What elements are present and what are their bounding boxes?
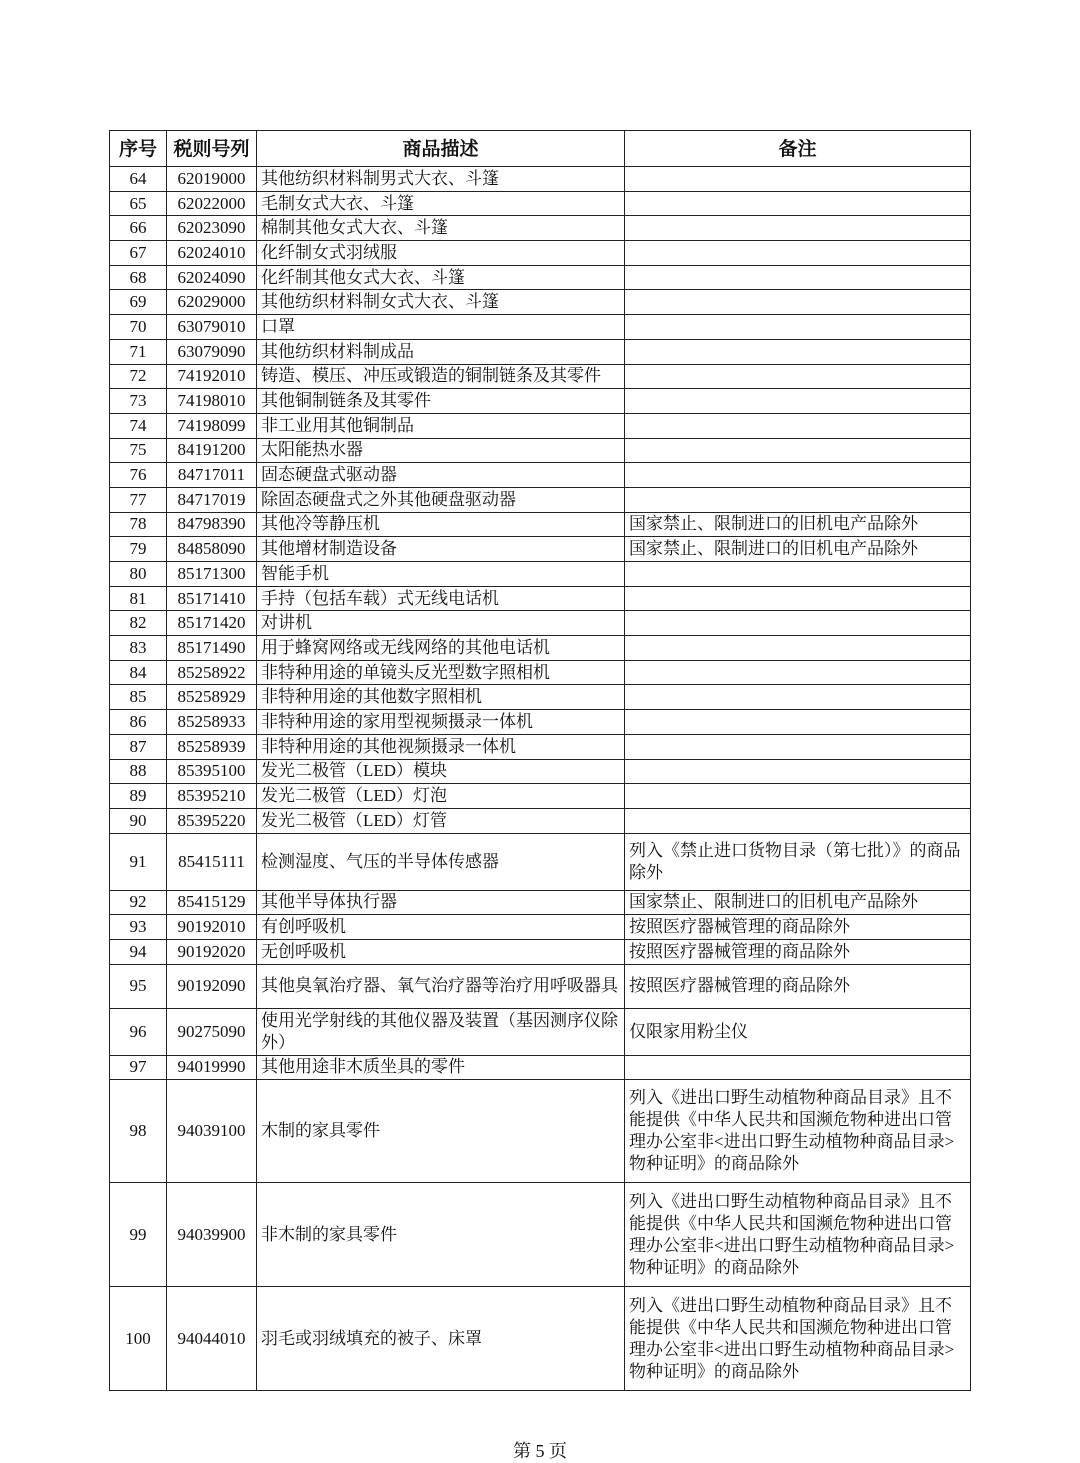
table-row xyxy=(110,1055,971,1080)
tariff-code-cell: 85415129 xyxy=(167,890,257,915)
serial-cell: 75 xyxy=(110,438,167,463)
description-cell: 其他臭氧治疗器、氧气治疗器等治疗用呼吸器具 xyxy=(257,964,625,1008)
remarks-cell: 国家禁止、限制进口的旧机电产品除外 xyxy=(625,537,971,562)
remarks-cell xyxy=(625,808,971,833)
table-row xyxy=(110,413,971,438)
serial-cell: 93 xyxy=(110,915,167,940)
serial-cell: 65 xyxy=(110,191,167,216)
description-cell: 非特种用途的单镜头反光型数字照相机 xyxy=(257,660,625,685)
remarks-cell xyxy=(625,1055,971,1080)
tariff-code-cell: 62024010 xyxy=(167,241,257,266)
table-row xyxy=(110,389,971,414)
remarks-cell xyxy=(625,562,971,587)
description-cell: 非特种用途的其他数字照相机 xyxy=(257,685,625,710)
description-cell: 发光二极管（LED）灯管 xyxy=(257,808,625,833)
serial-cell: 88 xyxy=(110,759,167,784)
serial-cell: 77 xyxy=(110,487,167,512)
remarks-cell xyxy=(625,216,971,241)
table-header-row xyxy=(110,131,971,167)
serial-cell: 67 xyxy=(110,241,167,266)
description-cell: 发光二极管（LED）模块 xyxy=(257,759,625,784)
table-row xyxy=(110,265,971,290)
remarks-cell xyxy=(625,364,971,389)
remarks-cell: 按照医疗器械管理的商品除外 xyxy=(625,964,971,1008)
table-row xyxy=(110,734,971,759)
serial-cell: 71 xyxy=(110,339,167,364)
description-cell: 其他纺织材料制女式大衣、斗篷 xyxy=(257,290,625,315)
tariff-code-cell: 62022000 xyxy=(167,191,257,216)
description-cell: 太阳能热水器 xyxy=(257,438,625,463)
table-row xyxy=(110,685,971,710)
table-row xyxy=(110,438,971,463)
description-cell: 化纤制女式羽绒服 xyxy=(257,241,625,266)
description-cell: 非特种用途的家用型视频摄录一体机 xyxy=(257,710,625,735)
remarks-cell xyxy=(625,784,971,809)
tariff-code-cell: 94044010 xyxy=(167,1287,257,1391)
remarks-cell: 列入《进出口野生动植物种商品目录》且不能提供《中华人民共和国濒危物种进出口管理办公室非<进出口野生动植物种商品目录>物种证明》的商品除外 xyxy=(625,1183,971,1287)
serial-cell: 94 xyxy=(110,939,167,964)
serial-cell: 78 xyxy=(110,512,167,537)
tariff-code-cell: 85258933 xyxy=(167,710,257,735)
tariff-code-cell: 85395210 xyxy=(167,784,257,809)
tariff-code-cell: 90192020 xyxy=(167,939,257,964)
tariff-code-cell: 84798390 xyxy=(167,512,257,537)
tariff-code-cell: 74192010 xyxy=(167,364,257,389)
table-row xyxy=(110,537,971,562)
table-row xyxy=(110,562,971,587)
tariff-code-cell: 94019990 xyxy=(167,1055,257,1080)
serial-cell: 86 xyxy=(110,710,167,735)
table-row xyxy=(110,611,971,636)
description-cell: 其他纺织材料制男式大衣、斗篷 xyxy=(257,167,625,192)
tariff-code-cell: 85171300 xyxy=(167,562,257,587)
table-row xyxy=(110,1008,971,1055)
tariff-code-cell: 84191200 xyxy=(167,438,257,463)
table-row xyxy=(110,339,971,364)
tariff-code-cell: 90275090 xyxy=(167,1008,257,1055)
remarks-cell xyxy=(625,265,971,290)
table-row xyxy=(110,784,971,809)
serial-cell: 68 xyxy=(110,265,167,290)
description-cell: 其他增材制造设备 xyxy=(257,537,625,562)
serial-cell: 66 xyxy=(110,216,167,241)
table-row xyxy=(110,710,971,735)
table-row xyxy=(110,290,971,315)
remarks-cell: 仅限家用粉尘仪 xyxy=(625,1008,971,1055)
remarks-cell: 列入《进出口野生动植物种商品目录》且不能提供《中华人民共和国濒危物种进出口管理办公室非<进出口野生动植物种商品目录>物种证明》的商品除外 xyxy=(625,1080,971,1183)
tariff-code-cell: 85171420 xyxy=(167,611,257,636)
description-cell: 除固态硬盘式之外其他硬盘驱动器 xyxy=(257,487,625,512)
serial-cell: 92 xyxy=(110,890,167,915)
description-cell: 铸造、模压、冲压或锻造的铜制链条及其零件 xyxy=(257,364,625,389)
table-row xyxy=(110,463,971,488)
serial-cell: 89 xyxy=(110,784,167,809)
tariff-code-cell: 94039100 xyxy=(167,1080,257,1183)
remarks-cell xyxy=(625,710,971,735)
header-tariff-code: 税则号列 xyxy=(167,131,257,167)
description-cell: 手持（包括车载）式无线电话机 xyxy=(257,586,625,611)
serial-cell: 69 xyxy=(110,290,167,315)
remarks-cell xyxy=(625,438,971,463)
remarks-cell xyxy=(625,685,971,710)
description-cell: 其他纺织材料制成品 xyxy=(257,339,625,364)
description-cell: 其他半导体执行器 xyxy=(257,890,625,915)
goods-table xyxy=(109,130,971,1391)
remarks-cell xyxy=(625,463,971,488)
description-cell: 棉制其他女式大衣、斗篷 xyxy=(257,216,625,241)
remarks-cell: 按照医疗器械管理的商品除外 xyxy=(625,939,971,964)
table-row xyxy=(110,167,971,192)
remarks-cell xyxy=(625,241,971,266)
description-cell: 使用光学射线的其他仪器及装置（基因测序仪除外） xyxy=(257,1008,625,1055)
serial-cell: 100 xyxy=(110,1287,167,1391)
tariff-code-cell: 90192090 xyxy=(167,964,257,1008)
serial-cell: 73 xyxy=(110,389,167,414)
serial-cell: 64 xyxy=(110,167,167,192)
serial-cell: 91 xyxy=(110,833,167,890)
tariff-code-cell: 63079010 xyxy=(167,315,257,340)
tariff-code-cell: 94039900 xyxy=(167,1183,257,1287)
description-cell: 羽毛或羽绒填充的被子、床罩 xyxy=(257,1287,625,1391)
remarks-cell xyxy=(625,734,971,759)
remarks-cell: 列入《进出口野生动植物种商品目录》且不能提供《中华人民共和国濒危物种进出口管理办公室非<进出口野生动植物种商品目录>物种证明》的商品除外 xyxy=(625,1287,971,1391)
table-row xyxy=(110,660,971,685)
tariff-code-cell: 85395100 xyxy=(167,759,257,784)
remarks-cell xyxy=(625,167,971,192)
remarks-cell xyxy=(625,636,971,661)
serial-cell: 84 xyxy=(110,660,167,685)
table-row xyxy=(110,808,971,833)
remarks-cell: 国家禁止、限制进口的旧机电产品除外 xyxy=(625,890,971,915)
description-cell: 非工业用其他铜制品 xyxy=(257,413,625,438)
header-description: 商品描述 xyxy=(257,131,625,167)
tariff-code-cell: 63079090 xyxy=(167,339,257,364)
remarks-cell xyxy=(625,290,971,315)
remarks-cell xyxy=(625,611,971,636)
remarks-cell xyxy=(625,315,971,340)
serial-cell: 80 xyxy=(110,562,167,587)
remarks-cell xyxy=(625,389,971,414)
description-cell: 化纤制其他女式大衣、斗篷 xyxy=(257,265,625,290)
tariff-code-cell: 84717019 xyxy=(167,487,257,512)
table-row xyxy=(110,191,971,216)
description-cell: 固态硬盘式驱动器 xyxy=(257,463,625,488)
table-row xyxy=(110,964,971,1008)
table-row xyxy=(110,890,971,915)
table-row xyxy=(110,315,971,340)
table-row xyxy=(110,364,971,389)
table-row xyxy=(110,241,971,266)
description-cell: 智能手机 xyxy=(257,562,625,587)
serial-cell: 72 xyxy=(110,364,167,389)
serial-cell: 95 xyxy=(110,964,167,1008)
tariff-code-cell: 74198010 xyxy=(167,389,257,414)
description-cell: 用于蜂窝网络或无线网络的其他电话机 xyxy=(257,636,625,661)
remarks-cell xyxy=(625,413,971,438)
remarks-cell: 列入《禁止进口货物目录（第七批）》的商品除外 xyxy=(625,833,971,890)
serial-cell: 87 xyxy=(110,734,167,759)
table-row xyxy=(110,636,971,661)
tariff-code-cell: 90192010 xyxy=(167,915,257,940)
serial-cell: 98 xyxy=(110,1080,167,1183)
serial-cell: 96 xyxy=(110,1008,167,1055)
tariff-code-cell: 85171410 xyxy=(167,586,257,611)
description-cell: 木制的家具零件 xyxy=(257,1080,625,1183)
tariff-code-cell: 62029000 xyxy=(167,290,257,315)
table-row xyxy=(110,939,971,964)
page-number: 第 5 页 xyxy=(513,1441,567,1461)
header-serial: 序号 xyxy=(110,131,167,167)
remarks-cell xyxy=(625,586,971,611)
tariff-code-cell: 85395220 xyxy=(167,808,257,833)
remarks-cell xyxy=(625,191,971,216)
serial-cell: 70 xyxy=(110,315,167,340)
description-cell: 无创呼吸机 xyxy=(257,939,625,964)
description-cell: 其他冷等静压机 xyxy=(257,512,625,537)
serial-cell: 97 xyxy=(110,1055,167,1080)
remarks-cell: 按照医疗器械管理的商品除外 xyxy=(625,915,971,940)
table-row xyxy=(110,216,971,241)
serial-cell: 79 xyxy=(110,537,167,562)
tariff-code-cell: 84717011 xyxy=(167,463,257,488)
serial-cell: 90 xyxy=(110,808,167,833)
table-row xyxy=(110,1183,971,1287)
serial-cell: 83 xyxy=(110,636,167,661)
table-row xyxy=(110,586,971,611)
remarks-cell: 国家禁止、限制进口的旧机电产品除外 xyxy=(625,512,971,537)
description-cell: 有创呼吸机 xyxy=(257,915,625,940)
table-row xyxy=(110,1287,971,1391)
description-cell: 非木制的家具零件 xyxy=(257,1183,625,1287)
description-cell: 非特种用途的其他视频摄录一体机 xyxy=(257,734,625,759)
serial-cell: 74 xyxy=(110,413,167,438)
header-remarks: 备注 xyxy=(625,131,971,167)
description-cell: 对讲机 xyxy=(257,611,625,636)
remarks-cell xyxy=(625,339,971,364)
tariff-code-cell: 62019000 xyxy=(167,167,257,192)
tariff-code-cell: 85258939 xyxy=(167,734,257,759)
table-row xyxy=(110,833,971,890)
table-row xyxy=(110,1080,971,1183)
table-row xyxy=(110,759,971,784)
serial-cell: 76 xyxy=(110,463,167,488)
remarks-cell xyxy=(625,759,971,784)
serial-cell: 81 xyxy=(110,586,167,611)
description-cell: 毛制女式大衣、斗篷 xyxy=(257,191,625,216)
description-cell: 口罩 xyxy=(257,315,625,340)
table-row xyxy=(110,512,971,537)
description-cell: 其他铜制链条及其零件 xyxy=(257,389,625,414)
tariff-code-cell: 62023090 xyxy=(167,216,257,241)
description-cell: 发光二极管（LED）灯泡 xyxy=(257,784,625,809)
description-cell: 检测湿度、气压的半导体传感器 xyxy=(257,833,625,890)
tariff-code-cell: 85258922 xyxy=(167,660,257,685)
serial-cell: 85 xyxy=(110,685,167,710)
serial-cell: 82 xyxy=(110,611,167,636)
remarks-cell xyxy=(625,487,971,512)
serial-cell: 99 xyxy=(110,1183,167,1287)
table-row xyxy=(110,915,971,940)
tariff-code-cell: 84858090 xyxy=(167,537,257,562)
remarks-cell xyxy=(625,660,971,685)
description-cell: 其他用途非木质坐具的零件 xyxy=(257,1055,625,1080)
table-row xyxy=(110,487,971,512)
tariff-code-cell: 85415111 xyxy=(167,833,257,890)
tariff-code-cell: 85171490 xyxy=(167,636,257,661)
tariff-code-cell: 74198099 xyxy=(167,413,257,438)
tariff-code-cell: 62024090 xyxy=(167,265,257,290)
tariff-code-cell: 85258929 xyxy=(167,685,257,710)
